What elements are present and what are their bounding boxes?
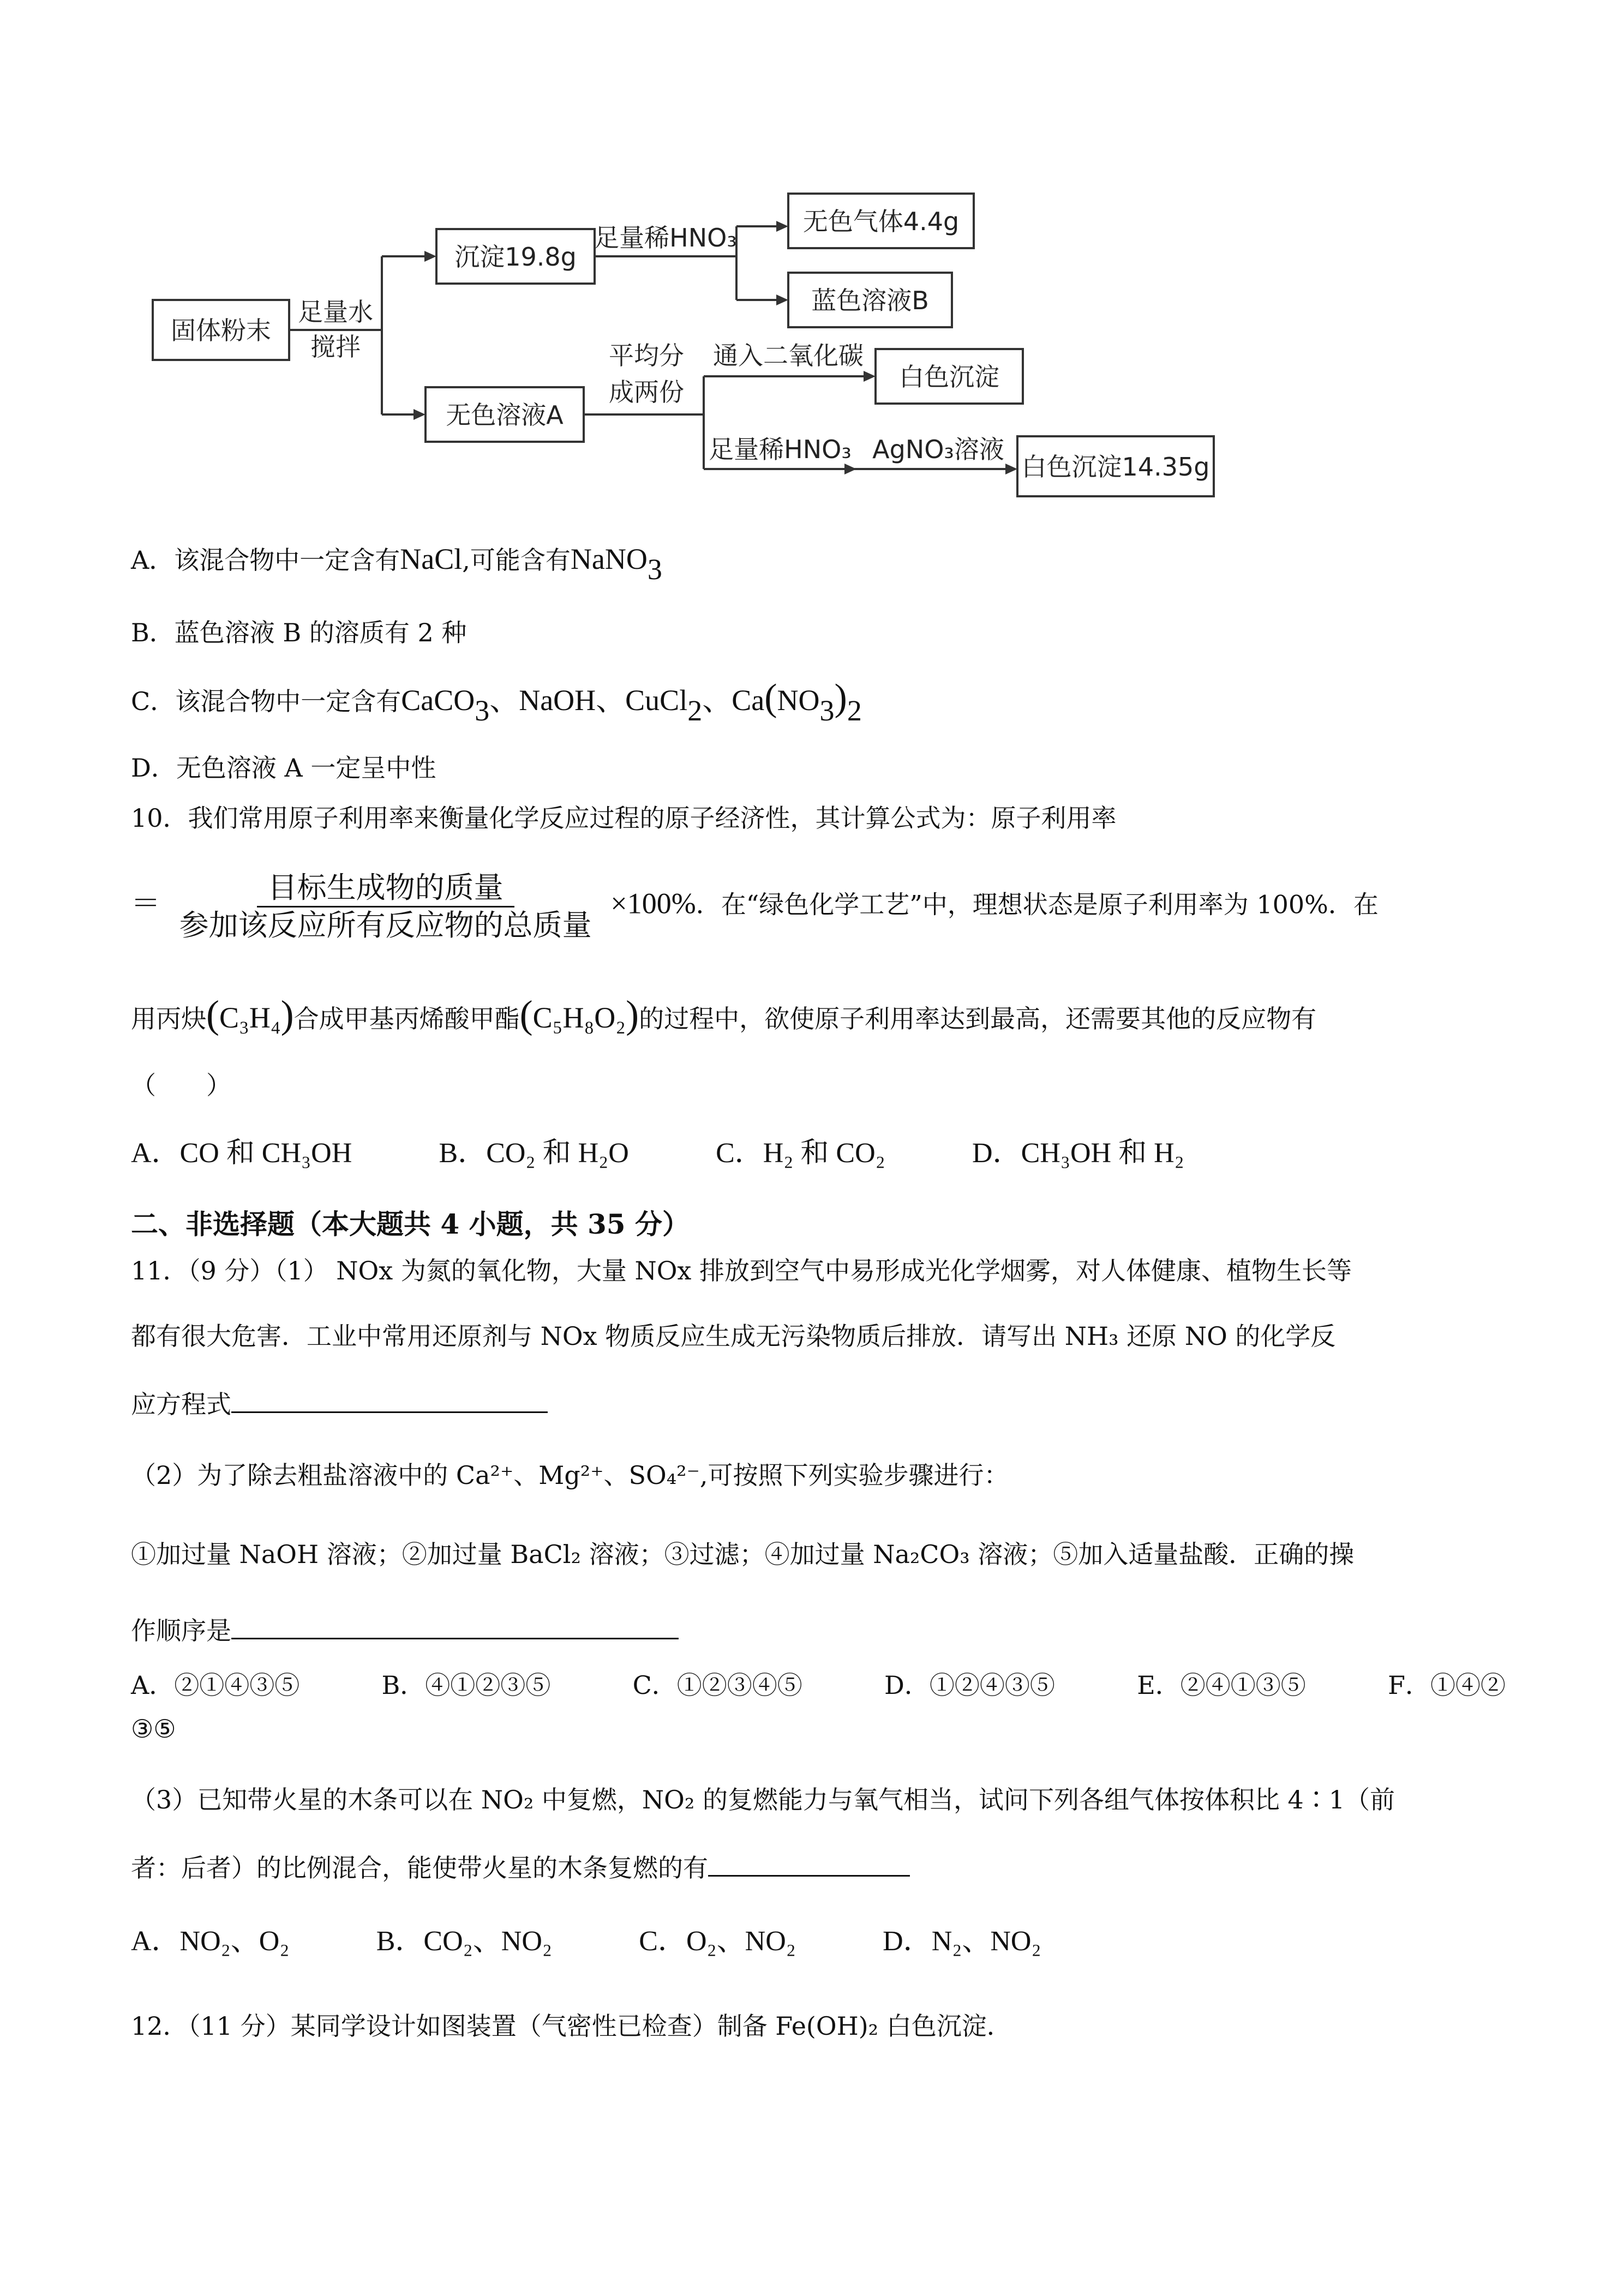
- q10-options: A．CO 和 CH₃OH B．CO₂ 和 H₂O C．H₂ 和 CO₂ D．CH₃OH 和 H₂: [131, 1138, 1184, 1169]
- q9-option-b: B．蓝色溶液 B 的溶质有 2 种: [131, 618, 467, 647]
- flow-white-ppt: 白色沉淀: [899, 362, 999, 392]
- flow-gas: 无色气体4.4g: [802, 207, 960, 236]
- flow-co2: 通入二氧化碳: [713, 341, 864, 370]
- q9-option-c: C．该混合物中一定含有CaCO$_3$、NaOH、CuCl$_2$、$Ca(NO_3)_2$: [131, 677, 862, 727]
- q11-part3-options: A．NO₂、O₂ B．CO₂、NO₂ C．O₂、NO₂ D．N₂、NO₂: [131, 1926, 1041, 1957]
- q11-part3-line2: 者：后者）的比例混合，能使带火星的木条复燃的有: [131, 1852, 910, 1884]
- flowchart: [147, 185, 1238, 507]
- q12-stem: 12．（11 分）某同学设计如图装置（气密性已检查）制备 Fe(OH)₂ 白色沉淀．: [131, 2011, 1012, 2041]
- q9-option-d: D．无色溶液 A 一定呈中性: [131, 753, 436, 783]
- flow-precipitate: 沉淀19.8g: [454, 242, 577, 272]
- answer-blank[interactable]: [708, 1875, 910, 1877]
- flow-hno3-2: 足量稀HNO₃: [709, 435, 852, 464]
- answer-blank[interactable]: [231, 1638, 679, 1639]
- flow-split-top: 平均分: [609, 341, 684, 370]
- flow-split-bottom: 成两份: [609, 377, 684, 407]
- q11-part2: （2）为了除去粗盐溶液中的 Ca²⁺、Mg²⁺、SO₄²⁻,可按照下列实验步骤进行：: [131, 1460, 1009, 1490]
- q11-order-options-wrap: ③⑤: [131, 1714, 176, 1744]
- q10-paren: （ ）: [131, 1071, 231, 1100]
- flow-agno3: AgNO₃溶液: [872, 435, 1004, 464]
- flow-stir: 搅拌: [310, 332, 361, 362]
- answer-blank[interactable]: [231, 1411, 548, 1413]
- q9-option-a: A．该混合物中一定含有NaCl,可能含有NaNO$_3$: [131, 543, 662, 586]
- flow-water: 足量水: [298, 297, 373, 327]
- fraction: $\frac{\text{目标生成物的质量}}{\text{参加该反应所有反应物的总质量}}$: [179, 870, 592, 942]
- q10-formula: ＝ $\frac{\text{目标生成物的质量}}{\text{参加该反应所有反应物的总质量}}$ ×100%．在“绿色化学工艺”中，理想状态是原子利用率为 100%．在: [131, 870, 1379, 942]
- q11-line3: 应方程式: [131, 1388, 548, 1421]
- q11-line2: 都有很大危害．工业中常用还原剂与 NOx 物质反应生成无污染物质后排放．请写出 NH₃ 还原 NO 的化学反: [131, 1321, 1336, 1351]
- flow-blue-solution: 蓝色溶液B: [811, 286, 929, 315]
- section-heading: 二、非选择题（本大题共 4 小题，共 35 分）: [131, 1208, 690, 1240]
- flow-solution-a: 无色溶液A: [446, 400, 564, 430]
- q11-line1: 11．（9 分）（1） NOx 为氮的氧化物，大量 NOx 排放到空气中易形成光化学烟雾，对人体健康、植物生长等: [131, 1256, 1352, 1285]
- flow-hno3-1: 足量稀HNO₃: [594, 223, 737, 253]
- q11-part3-line1: （3）已知带火星的木条可以在 NO₂ 中复燃，NO₂ 的复燃能力与氧气相当，试问下列各组气体按体积比 4∶1（前: [131, 1785, 1395, 1814]
- flow-solid: 固体粉末: [171, 316, 271, 345]
- q11-order-options: A．②①④③⑤ B．④①②③⑤ C．①②③④⑤ D．①②④③⑤ E．②④①③⑤ F．①④②: [131, 1670, 1506, 1700]
- q11-order: 作顺序是: [131, 1614, 679, 1647]
- q11-steps: ①加过量 NaOH 溶液；②加过量 BaCl₂ 溶液；③过滤；④加过量 Na₂CO₃ 溶液；⑤加入适量盐酸．正确的操: [131, 1540, 1355, 1569]
- q10-line1: 10．我们常用原子利用率来衡量化学反应过程的原子经济性，其计算公式为：原子利用率: [131, 803, 1117, 833]
- q10-line3: 用丙炔(C₃H₄)合成甲基丙烯酸甲酯(C₅H₈O₂)的过程中，欲使原子利用率达到最高，还需要其他的反应物有: [131, 993, 1317, 1036]
- flow-white-ppt-mass: 白色沉淀14.35g: [1021, 452, 1210, 482]
